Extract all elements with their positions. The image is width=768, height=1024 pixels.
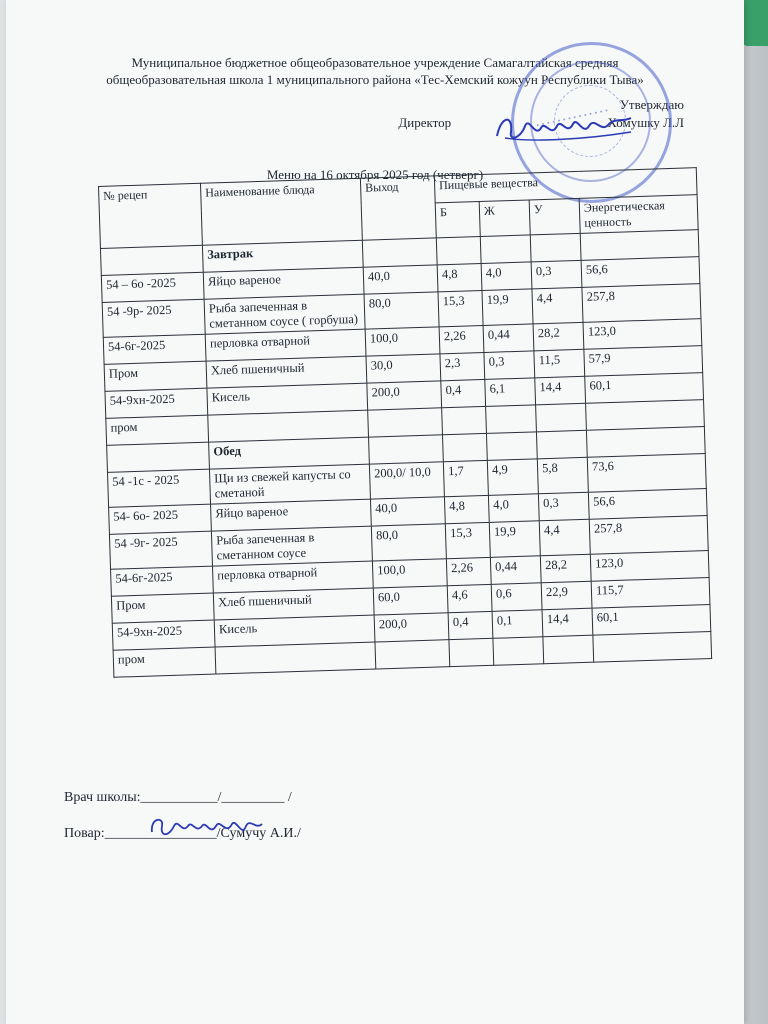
cell-yield: 80,0 <box>371 524 446 561</box>
school-name-line-1: Муниципальное бюджетное общеобразовательное учреждение Самагалтайская средняя <box>131 55 619 70</box>
cell-yield: 100,0 <box>365 327 440 356</box>
school-name-line-2: общеобразовательная школа 1 муниципального района «Тес-Хемский кожуун Республики Тыва» <box>106 72 644 87</box>
director-name: Хомушку Л.Л <box>607 115 684 130</box>
section-empty-cell <box>586 427 705 458</box>
cell-yield: 40,0 <box>363 265 438 294</box>
cell-b: 0,4 <box>441 379 486 407</box>
header-recipe: № рецеп <box>99 183 203 248</box>
cook-signature <box>146 810 266 844</box>
cell-u: 4,4 <box>532 287 583 324</box>
cell-dish <box>215 642 376 674</box>
cell-u: 11,5 <box>534 349 585 378</box>
cell-u: 14,4 <box>542 608 593 637</box>
green-object <box>742 0 768 46</box>
cell-dish: перловка отварной <box>205 329 366 361</box>
cell-b: 2,26 <box>446 557 491 585</box>
header-zh: Ж <box>479 200 530 237</box>
header-nutrients: Пищевые вещества <box>434 168 697 203</box>
cell-energy <box>593 631 712 662</box>
cell-recipe: 54 -1с - 2025 <box>107 469 210 507</box>
section-empty-cell <box>442 433 487 461</box>
cell-zh: 4,0 <box>488 494 539 523</box>
cell-zh: 0,44 <box>490 556 541 585</box>
cell-b: 2,3 <box>440 352 485 380</box>
cell-zh: 4,9 <box>487 459 538 496</box>
cell-zh <box>493 637 544 666</box>
cell-yield: 100,0 <box>372 559 447 588</box>
cell-yield <box>375 640 450 669</box>
cell-zh: 19,9 <box>482 289 533 326</box>
cell-b <box>442 406 487 434</box>
cell-b: 4,6 <box>447 584 492 612</box>
cell-dish: Яйцо вареное <box>211 499 372 531</box>
cell-recipe: пром <box>106 415 209 445</box>
cell-dish: перловка отварной <box>212 561 373 593</box>
director-label: Директор <box>398 115 452 130</box>
cell-yield: 200,0 <box>374 613 449 642</box>
doctor-signature-line: Врач школы:___________/_________ / <box>64 790 292 805</box>
cell-b: 2,26 <box>439 325 484 353</box>
cell-energy: 257,8 <box>589 516 708 555</box>
stamp-text-decoration: • • • • • • • • • • • • • • <box>536 107 610 130</box>
cell-dish: Яйцо вареное <box>203 267 364 299</box>
cell-recipe: 54 – 6о -2025 <box>101 272 204 302</box>
director-signature <box>491 108 641 148</box>
cell-zh: 4,0 <box>481 262 532 291</box>
menu-title: Меню на 16 октября 2025 год (четверг) <box>266 167 484 182</box>
section-empty-cell <box>486 432 537 461</box>
cell-recipe: 54-9хн-2025 <box>112 620 215 650</box>
header-energy: Энергетическая ценность <box>579 195 698 234</box>
cell-yield: 200,0/ 10,0 <box>369 462 444 499</box>
section-empty-cell <box>100 245 203 275</box>
section-empty-cell <box>362 238 437 267</box>
cell-u: 0,3 <box>531 260 582 289</box>
cell-zh: 0,44 <box>483 324 534 353</box>
section-empty-cell <box>369 435 444 464</box>
cell-recipe: 54-6г-2025 <box>103 334 206 364</box>
cell-recipe: Пром <box>111 593 214 623</box>
cell-zh <box>486 405 537 434</box>
cell-yield <box>368 408 443 437</box>
cook-blank: ________________ <box>104 826 217 841</box>
cell-recipe: Пром <box>104 361 207 391</box>
menu-table <box>98 167 712 678</box>
cell-dish: Кисель <box>207 383 368 415</box>
cell-dish: Кисель <box>214 615 375 647</box>
cell-yield: 80,0 <box>364 292 439 329</box>
cell-u: 0,3 <box>538 492 589 521</box>
cell-dish: Щи из свежей капусты со сметаной <box>209 464 370 504</box>
cell-u: 5,8 <box>537 457 588 494</box>
section-title: Обед <box>209 437 370 469</box>
cell-dish: Хлеб пшеничный <box>206 356 367 388</box>
section-empty-cell <box>480 235 531 264</box>
cell-recipe: 54 -9р- 2025 <box>102 299 205 337</box>
header-u: У <box>529 198 580 235</box>
section-empty-cell <box>580 230 699 261</box>
cell-b: 15,3 <box>438 290 483 326</box>
cell-yield: 40,0 <box>370 497 445 526</box>
cell-u: 4,4 <box>539 519 590 556</box>
cell-yield: 200,0 <box>367 381 442 410</box>
cell-b: 4,8 <box>444 495 489 523</box>
cell-b: 0,4 <box>448 611 493 639</box>
cell-energy: 56,6 <box>581 257 700 288</box>
cell-recipe: 54- 6о- 2025 <box>109 504 212 534</box>
cell-zh: 19,9 <box>489 521 540 558</box>
cell-energy: 123,0 <box>583 319 702 350</box>
cell-u: 14,4 <box>535 376 586 405</box>
menu-table-body <box>99 168 712 678</box>
cell-recipe: 54 -9г- 2025 <box>109 531 212 569</box>
cell-recipe: 54-9хн-2025 <box>105 388 208 418</box>
cell-zh: 0,1 <box>492 610 543 639</box>
cell-u: 28,2 <box>540 554 591 583</box>
section-empty-cell <box>436 237 481 265</box>
cell-dish: Рыба запеченная в сметанном соусе <box>211 526 372 566</box>
cell-b <box>449 638 494 666</box>
section-empty-cell <box>536 430 587 459</box>
cell-b: 4,8 <box>437 264 482 292</box>
cook-name: /Сумучу А.И./ <box>216 826 301 841</box>
cell-energy <box>586 400 705 431</box>
cell-u <box>536 403 587 432</box>
cell-recipe: 54-6г-2025 <box>111 566 214 596</box>
approval-label: Утверждаю <box>619 97 684 112</box>
cell-u: 28,2 <box>533 322 584 351</box>
cell-dish: Рыба запеченная в сметанном соусе ( горбуша) <box>204 294 365 334</box>
document-sheet <box>6 0 744 1024</box>
cell-energy: 60,1 <box>592 604 711 635</box>
header-yield: Выход <box>360 176 436 240</box>
cell-energy: 257,8 <box>582 284 701 323</box>
cell-energy: 60,1 <box>585 373 704 404</box>
cell-energy: 123,0 <box>590 551 709 582</box>
cell-energy: 73,6 <box>587 454 706 493</box>
cell-u <box>543 635 594 664</box>
cell-recipe: пром <box>113 647 216 677</box>
cell-energy: 56,6 <box>588 489 707 520</box>
section-title: Завтрак <box>202 240 363 272</box>
cell-energy: 57,9 <box>584 346 703 377</box>
section-empty-cell <box>530 233 581 262</box>
cell-energy: 115,7 <box>591 577 710 608</box>
header-b: Б <box>435 202 480 238</box>
cell-zh: 6,1 <box>485 378 536 407</box>
cell-b: 1,7 <box>443 460 488 496</box>
header-dish: Наименование блюда <box>200 178 362 245</box>
cell-u: 22,9 <box>541 581 592 610</box>
cell-b: 15,3 <box>445 522 490 558</box>
cell-dish: Хлеб пшеничный <box>213 588 374 620</box>
section-empty-cell <box>107 442 210 472</box>
cell-zh: 0,3 <box>484 351 535 380</box>
cell-yield: 60,0 <box>373 586 448 615</box>
cell-yield: 30,0 <box>366 354 441 383</box>
cook-label: Повар: <box>64 826 105 841</box>
cell-zh: 0,6 <box>491 583 542 612</box>
